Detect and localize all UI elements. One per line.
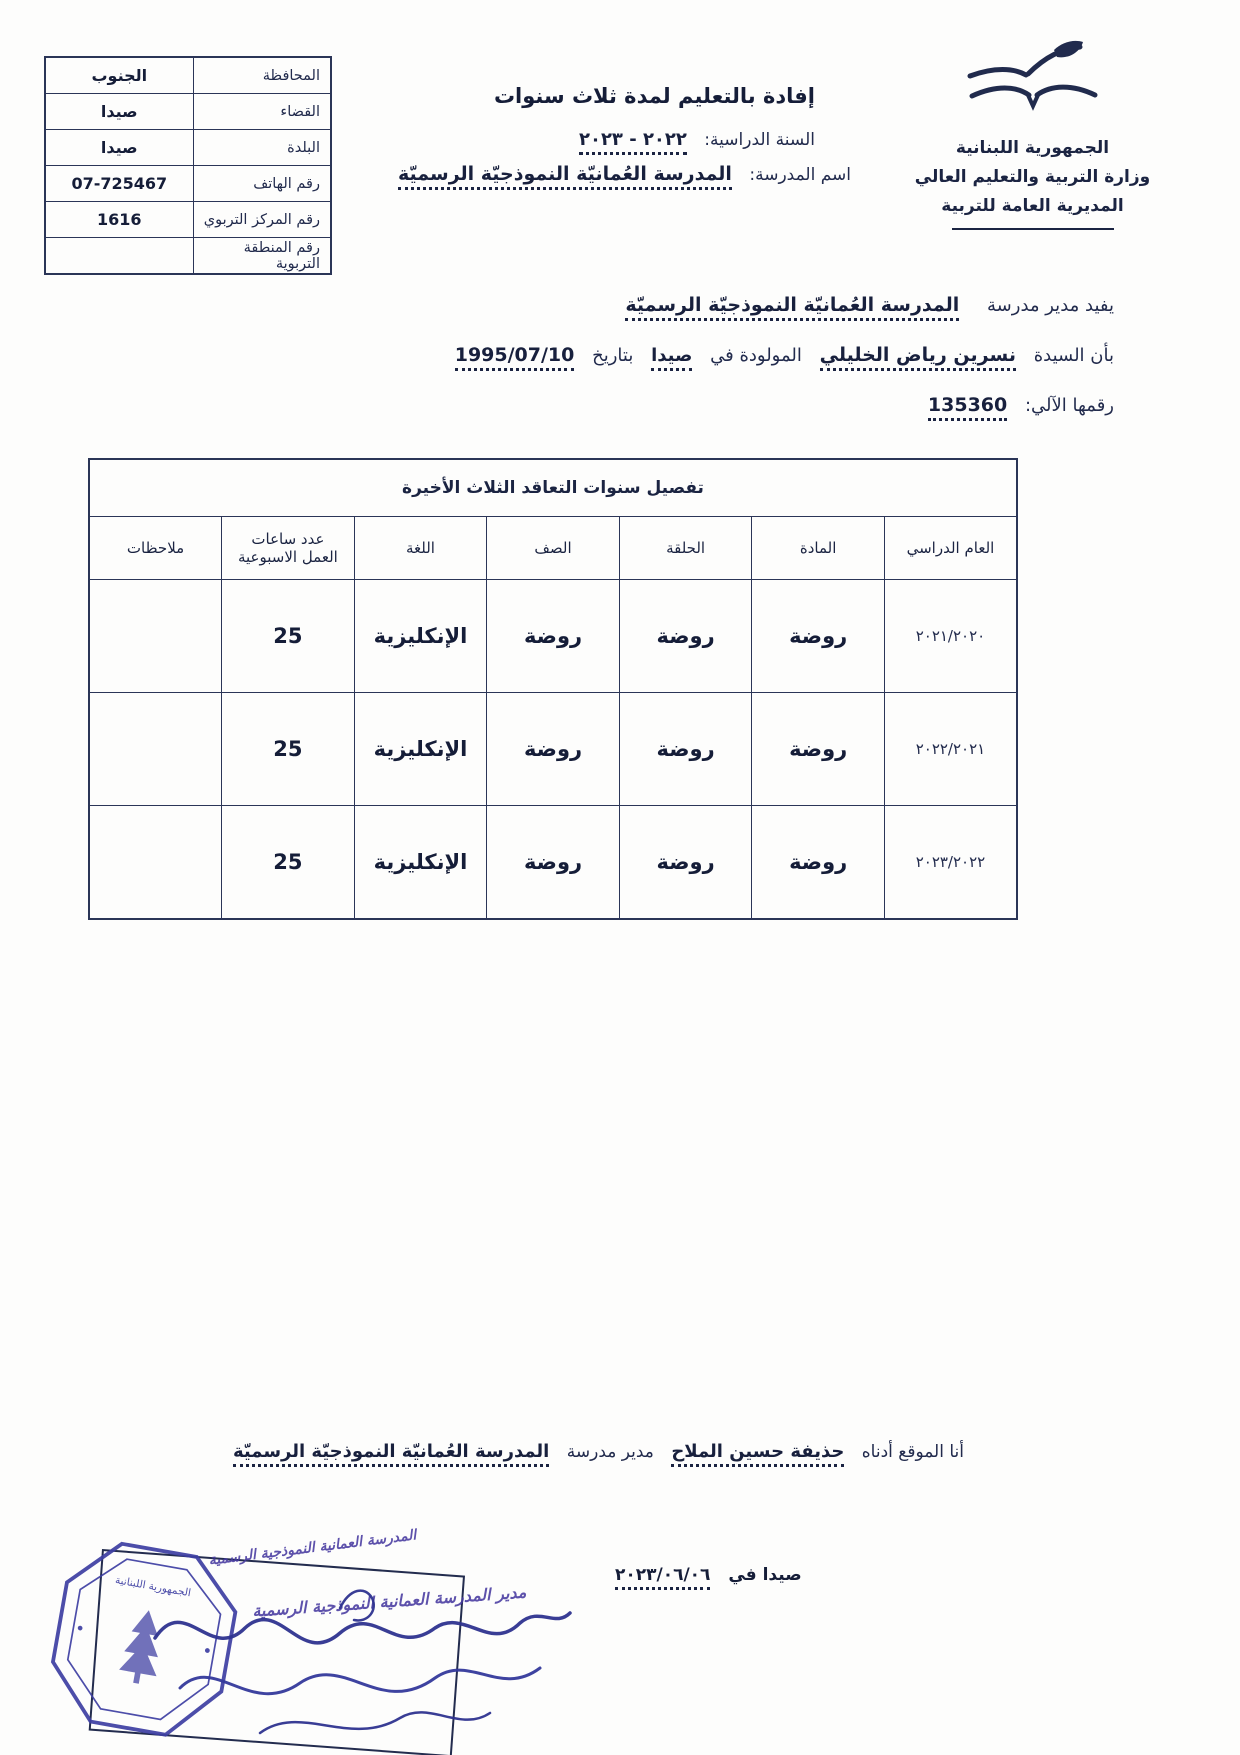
table-row [45, 166, 331, 202]
cell-language: الإنكليزية [354, 806, 487, 920]
column-header-language: اللغة [354, 517, 487, 580]
school-info-table [44, 56, 332, 275]
ministry-book-logo-icon [958, 40, 1108, 128]
info-value [45, 238, 193, 275]
info-value: 1616 [45, 202, 193, 238]
academic-year-line [330, 129, 815, 150]
contract-years-table [88, 458, 1018, 920]
cell-grade: روضة [487, 806, 620, 920]
cell-hours: 25 [222, 580, 355, 693]
cell-language: الإنكليزية [354, 580, 487, 693]
cell-year: ٢٠٢١/٢٠٢٠ [884, 580, 1017, 693]
school-name-label: اسم المدرسة: [749, 165, 851, 185]
birth-city: صيدا [651, 345, 692, 371]
info-label: البلدة [193, 130, 331, 166]
table-row [45, 94, 331, 130]
ministry-name: وزارة التربية والتعليم العالي [914, 167, 1151, 187]
table-header-row [89, 517, 1017, 580]
info-value: صيدا [45, 130, 193, 166]
cell-subject: روضة [752, 580, 885, 693]
table-row [45, 57, 331, 94]
school-name-line [330, 163, 851, 185]
column-header-subject: المادة [752, 517, 885, 580]
place-date-line [615, 1565, 802, 1585]
divider [952, 228, 1114, 230]
table-row [45, 130, 331, 166]
cell-hours: 25 [222, 693, 355, 806]
stamp-handwriting-top: المدرسة العمانية النموذجية الرسمية [207, 1527, 418, 1569]
table-row [45, 202, 331, 238]
cell-cycle: روضة [619, 580, 752, 693]
cell-notes [89, 806, 222, 920]
cell-grade: روضة [487, 693, 620, 806]
cell-language: الإنكليزية [354, 693, 487, 806]
info-value: 07-725467 [45, 166, 193, 202]
table-row [45, 238, 331, 275]
cell-notes [89, 693, 222, 806]
document-title-block [330, 84, 855, 185]
contract-table-title: تفصيل سنوات التعاقد الثلاث الأخيرة [89, 459, 1017, 517]
cell-hours: 25 [222, 806, 355, 920]
signature-statement [104, 1441, 964, 1462]
place-date-label: صيدا في [728, 1565, 802, 1585]
republic-name: الجمهورية اللبنانية [955, 138, 1110, 158]
undersigned-label: أنا الموقع أدناه [861, 1442, 964, 1462]
serial-number-label: رقمها الآلي: [1024, 395, 1114, 416]
born-in-label: المولودة في [710, 345, 802, 366]
cell-year: ٢٠٢٢/٢٠٢١ [884, 693, 1017, 806]
cell-notes [89, 580, 222, 693]
info-label: رقم المركز التربوي [193, 202, 331, 238]
seal-ring-text: الجمهورية اللبنانية [114, 1574, 192, 1600]
column-header-year: العام الدراسي [884, 517, 1017, 580]
info-label: المحافظة [193, 57, 331, 94]
column-header-notes: ملاحظات [89, 517, 222, 580]
statement-line-3 [274, 394, 1114, 444]
cell-grade: روضة [487, 580, 620, 693]
stamp-handwriting-line: مدير المدرسة العمانية النموذجية الرسمية [251, 1582, 527, 1621]
cell-cycle: روضة [619, 806, 752, 920]
principal-name: حذيفة حسين الملاح [671, 1441, 844, 1467]
academic-year-label: السنة الدراسية: [704, 130, 815, 150]
school-name-value: المدرسة العُمانيّة النموذجيّة الرسميّة [398, 163, 732, 190]
teacher-name: نسرين رياض الخليلي [820, 344, 1016, 371]
signature-scribble [140, 1568, 580, 1755]
column-header-cycle: الحلقة [619, 517, 752, 580]
info-label: رقم المنطقة التربوية [193, 238, 331, 275]
cell-subject: روضة [752, 806, 885, 920]
info-label: القضاء [193, 94, 331, 130]
column-header-weekly-hours: عدد ساعات العمل الاسبوعية [222, 517, 355, 580]
column-header-grade: الصف [487, 517, 620, 580]
school-name-value: المدرسة العُمانيّة النموذجيّة الرسميّة [625, 294, 959, 321]
info-value: صيدا [45, 94, 193, 130]
principal-title: مدير مدرسة [566, 1442, 654, 1462]
statement-line-1 [274, 294, 1114, 344]
birth-date-value: 1995/07/10 [455, 344, 575, 371]
info-label: رقم الهاتف [193, 166, 331, 202]
info-value: الجنوب [45, 57, 193, 94]
table-row [89, 580, 1017, 693]
statement-prefix: يفيد مدير مدرسة [987, 295, 1114, 316]
certificate-body [274, 294, 1114, 444]
birth-date-label: بتاريخ [592, 345, 634, 366]
table-row [89, 806, 1017, 920]
statement-line-2 [274, 344, 1114, 394]
page-title: إفادة بالتعليم لمدة ثلاث سنوات [493, 84, 815, 108]
cell-subject: روضة [752, 693, 885, 806]
place-date-value: ٢٠٢٣/٠٦/٠٦ [615, 1565, 710, 1590]
school-name-value: المدرسة العُمانيّة النموذجيّة الرسميّة [233, 1441, 549, 1467]
directorate-name: المديرية العامة للتربية [941, 196, 1124, 216]
cell-cycle: روضة [619, 693, 752, 806]
ministry-header [895, 40, 1170, 230]
cell-year: ٢٠٢٣/٢٠٢٢ [884, 806, 1017, 920]
academic-year-value: ٢٠٢٢ - ٢٠٢٣ [579, 129, 687, 155]
flame-leaf-icon [1054, 41, 1083, 57]
table-row [89, 693, 1017, 806]
table-title-row [89, 459, 1017, 517]
serial-number-value: 135360 [928, 394, 1007, 421]
teacher-title: بأن السيدة [1033, 345, 1114, 366]
